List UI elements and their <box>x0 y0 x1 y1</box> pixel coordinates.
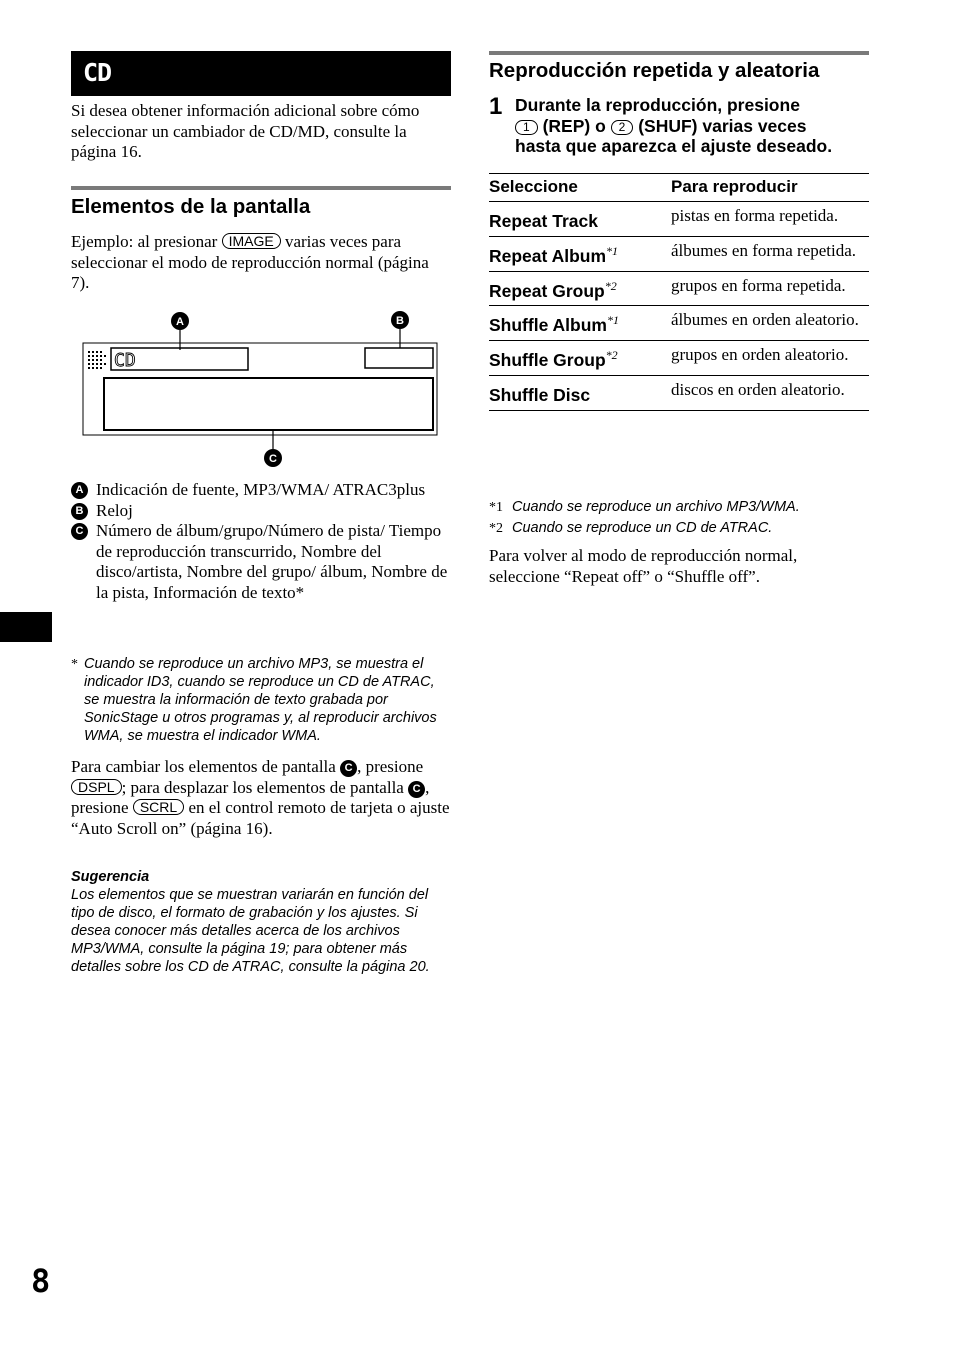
main-text-box <box>104 378 433 430</box>
mode-name: Repeat Track <box>489 210 598 231</box>
legend-item-b <box>71 501 451 522</box>
mode-name: Shuffle Group <box>489 350 606 371</box>
change-text-5: en el control remoto de tarjeta o ajuste “Auto Scroll on” (página 16). <box>71 798 450 838</box>
table-note <box>489 519 869 540</box>
mode-name: Shuffle Disc <box>489 384 591 405</box>
table-row <box>489 236 869 271</box>
mode-description: discos en orden aleatorio. <box>671 380 845 400</box>
marker-a <box>171 312 189 330</box>
play-mode-table <box>489 173 869 411</box>
table-row <box>489 376 869 411</box>
example-text-post: varias veces para seleccionar el modo de reproducción normal (página 7). <box>71 232 429 292</box>
mode-description: grupos en forma repetida. <box>671 275 846 295</box>
legend-item-c <box>71 521 451 603</box>
marker-c-inline: C <box>408 781 425 798</box>
image-key: IMAGE <box>222 233 281 249</box>
source-indicator-text: CD <box>114 350 136 371</box>
mode-description: álbumes en forma repetida. <box>671 240 857 260</box>
step-text-post: hasta que aparezca el ajuste deseado. <box>515 136 833 156</box>
change-text-3: ; para desplazar los elementos de pantalla <box>121 777 404 797</box>
intro-paragraph: Si desea obtener información adicional sobre cómo seleccionar un cambiador de CD/MD, consulte la página 16. <box>71 101 420 161</box>
change-display-paragraph <box>71 757 451 839</box>
step-text <box>515 95 874 157</box>
marker-c-inline: C <box>340 760 357 777</box>
legend-text: Indicación de fuente, MP3/WMA/ ATRAC3plus <box>96 480 426 499</box>
outro-paragraph: Para volver al modo de reproducción normal, seleccione “Repeat off” o “Shuffle off”. <box>489 546 798 586</box>
example-text-pre: Ejemplo: al presionar <box>71 232 218 251</box>
rep-label: (REP) o <box>542 115 606 136</box>
tip-title: Sugerencia <box>71 869 150 885</box>
legend-text: Número de álbum/grupo/Número de pista/ Tiempo de reproducción transcurrido, Nombre del disco/artista, Nombre del grupo/ álbum, Nombre de la pista, Información de texto* <box>96 521 448 602</box>
tip-text: Los elementos que se muestran variarán en función del tipo de disco, el formato de grabación y los ajustes. Si desea conocer más detalles acerca de los archivos MP3/WMA, consulte la página 19; para obtener más detalles sobre los CD de ATRAC, consulte la página 20. <box>71 887 430 975</box>
table-row <box>489 271 869 306</box>
svg-text:B: B <box>396 315 404 327</box>
note-mark: *2 <box>489 520 503 536</box>
legend-list <box>71 480 451 603</box>
disc-indicator-icon <box>88 351 106 369</box>
example-paragraph <box>71 232 451 294</box>
mode-name: Shuffle Album <box>489 315 607 336</box>
mode-name: Repeat Album <box>489 245 607 266</box>
step-1 <box>489 95 874 157</box>
mode-note: *1 <box>606 243 619 258</box>
change-text-4: , presione <box>71 777 430 817</box>
table-header: Para reproducir <box>671 177 798 196</box>
shuf-key: 2 <box>611 120 634 135</box>
table-header-row <box>489 174 869 202</box>
legend-item-a <box>71 480 451 501</box>
legend-marker: A <box>71 482 88 499</box>
footnote-text: Cuando se reproduce un archivo MP3, se muestra el indicador ID3, cuando se reproduce un CD de ATRAC, se muestra la información de texto grabada por SonicStage u otros programas y, al reproducir archivos WMA, se muestra el indicador WMA. <box>84 656 437 744</box>
footnote-mark: * <box>71 657 78 672</box>
section-title-bar <box>71 51 451 96</box>
legend-marker: B <box>71 503 88 520</box>
legend-marker: C <box>71 523 88 540</box>
section-title: CD <box>83 58 112 87</box>
table-row <box>489 202 869 237</box>
clock-box <box>365 348 433 368</box>
note-text: Cuando se reproduce un archivo MP3/WMA. <box>512 499 800 515</box>
table-notes <box>489 498 869 539</box>
svg-text:C: C <box>269 453 277 465</box>
display-frame <box>83 343 437 435</box>
step-text-pre: Durante la reproducción, presione <box>515 95 800 115</box>
table-note <box>489 498 869 519</box>
scrl-key: SCRL <box>133 799 184 815</box>
mode-note: *1 <box>606 313 619 328</box>
mode-note: *2 <box>604 278 617 293</box>
svg-text:A: A <box>176 316 184 328</box>
display-items-rule <box>71 186 451 190</box>
dspl-key: DSPL <box>71 779 122 795</box>
change-text-2: , presione <box>357 757 424 776</box>
display-footnote <box>71 655 451 745</box>
mode-description: pistas en forma repetida. <box>671 206 839 225</box>
legend-text: Reloj <box>96 500 133 520</box>
display-items-heading: Elementos de la pantalla <box>71 195 311 218</box>
mode-description: grupos en orden aleatorio. <box>671 345 849 365</box>
table-row <box>489 341 869 376</box>
table-header: Seleccione <box>489 177 578 196</box>
page-number: 8 <box>31 1262 51 1300</box>
repeat-shuffle-heading: Reproducción repetida y aleatoria <box>489 59 820 82</box>
rep-key: 1 <box>515 120 538 135</box>
repeat-shuffle-rule <box>489 51 869 55</box>
change-text-1: Para cambiar los elementos de pantalla <box>71 757 336 776</box>
mode-name: Repeat Group <box>489 280 605 301</box>
mode-note: *2 <box>605 348 618 363</box>
note-text: Cuando se reproduce un CD de ATRAC. <box>512 519 773 536</box>
shuf-label: (SHUF) varias veces <box>638 115 807 136</box>
mode-description: álbumes en orden aleatorio. <box>671 310 859 330</box>
step-number: 1 <box>489 93 503 120</box>
marker-b <box>391 311 409 329</box>
chapter-tab <box>0 612 52 642</box>
table-row <box>489 306 869 341</box>
marker-c <box>264 449 282 467</box>
display-illustration <box>70 305 450 475</box>
note-mark: *1 <box>489 500 503 515</box>
